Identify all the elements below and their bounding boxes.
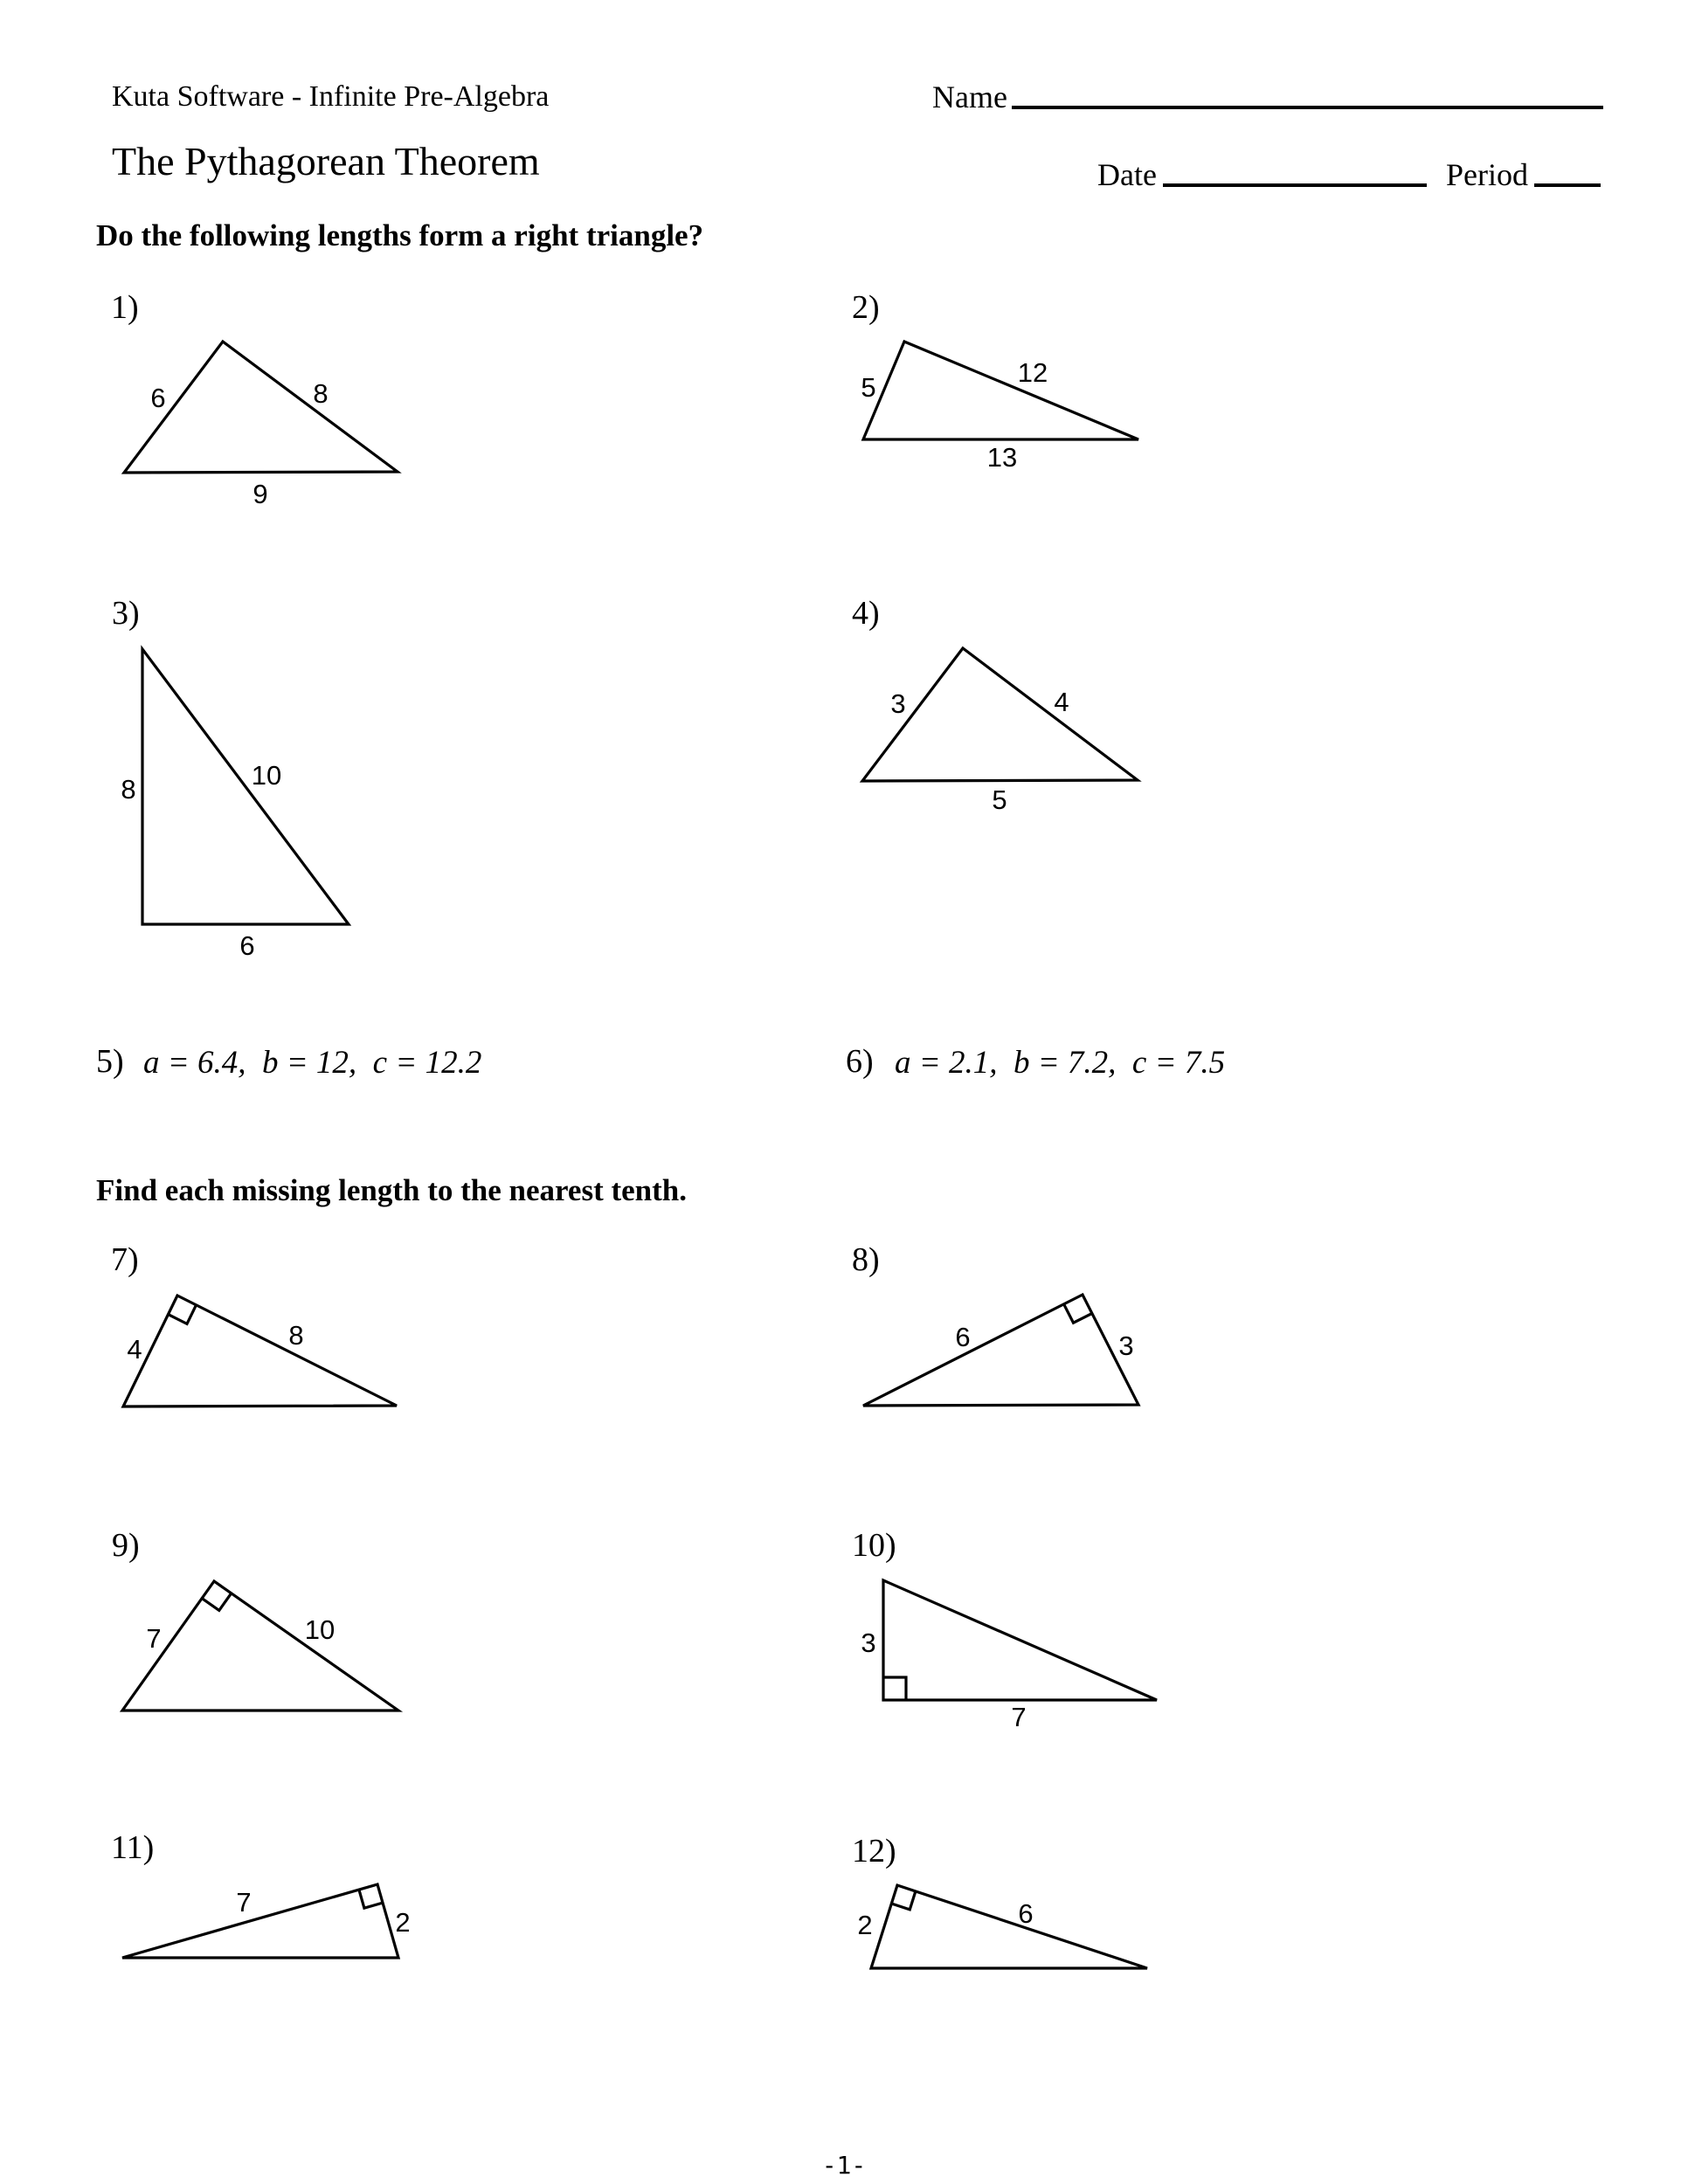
side-label: 12 (1017, 357, 1048, 388)
side-label: 5 (861, 372, 876, 403)
side-label: 6 (150, 383, 166, 413)
side-label: 8 (121, 774, 136, 805)
triangle-7 (123, 1296, 397, 1406)
triangle-9 (122, 1581, 398, 1711)
side-label: 5 (992, 784, 1007, 815)
triangle-8 (863, 1295, 1138, 1406)
period-label: Period (1446, 157, 1528, 192)
triangle-11 (122, 1884, 398, 1958)
side-label: 2 (857, 1910, 873, 1940)
side-label: 7 (236, 1887, 252, 1918)
right-angle-icon-9 (202, 1593, 232, 1611)
problem-6-number: 6) (846, 1043, 874, 1080)
right-angle-icon-7 (169, 1305, 197, 1324)
problem-5-statement: a = 6.4, b = 12, c = 12.2 (143, 1045, 482, 1081)
right-angle-icon-12 (891, 1891, 916, 1910)
name-label: Name (932, 79, 1007, 114)
problem-3-number: 3) (112, 595, 140, 632)
triangle-3 (142, 649, 349, 924)
page-number: -1- (821, 2151, 867, 2180)
right-angle-icon-8 (1064, 1304, 1092, 1323)
section-2-heading: Find each missing length to the nearest tenth. (96, 1173, 688, 1207)
side-label: 6 (1018, 1898, 1034, 1929)
problem-1-number: 1) (111, 289, 139, 326)
side-label: 2 (395, 1907, 411, 1938)
side-label: 4 (127, 1334, 142, 1365)
right-angle-icon-11 (359, 1890, 383, 1908)
section-1-heading: Do the following lengths form a right triangle? (96, 218, 704, 252)
brand-text: Kuta Software - Infinite Pre-Algebra (112, 80, 550, 113)
side-label: 8 (313, 378, 329, 409)
side-label: 4 (1054, 687, 1069, 717)
side-label: 6 (239, 930, 255, 961)
problem-2-number: 2) (852, 289, 880, 326)
problem-5-number: 5) (96, 1043, 124, 1080)
problem-9-number: 9) (112, 1527, 140, 1564)
side-label: 3 (890, 688, 906, 719)
problem-10-number: 10) (852, 1527, 896, 1564)
side-label: 10 (251, 760, 282, 791)
problem-8-number: 8) (852, 1241, 880, 1278)
problem-11-number: 11) (111, 1829, 155, 1866)
side-label: 8 (288, 1320, 304, 1351)
problem-12-number: 12) (852, 1833, 896, 1870)
triangle-2 (863, 342, 1138, 439)
side-label: 9 (253, 479, 268, 509)
problem-7-number: 7) (111, 1241, 139, 1278)
side-label: 6 (955, 1322, 971, 1352)
problem-6-statement: a = 2.1, b = 7.2, c = 7.5 (895, 1045, 1226, 1081)
period-blank-line (1534, 183, 1601, 187)
date-blank-line (1163, 183, 1427, 187)
triangle-12 (871, 1885, 1147, 1968)
page-title: The Pythagorean Theorem (112, 139, 540, 183)
side-label: 3 (1118, 1330, 1134, 1361)
date-label: Date (1097, 157, 1157, 192)
problem-4-number: 4) (852, 595, 880, 632)
side-label: 3 (861, 1628, 876, 1658)
side-label: 10 (304, 1614, 336, 1645)
right-angle-icon-10 (883, 1677, 906, 1700)
side-label: 7 (146, 1623, 162, 1654)
side-label: 7 (1011, 1702, 1027, 1732)
side-label: 13 (986, 442, 1018, 473)
name-blank-line (1012, 106, 1603, 109)
triangle-10 (883, 1580, 1157, 1700)
